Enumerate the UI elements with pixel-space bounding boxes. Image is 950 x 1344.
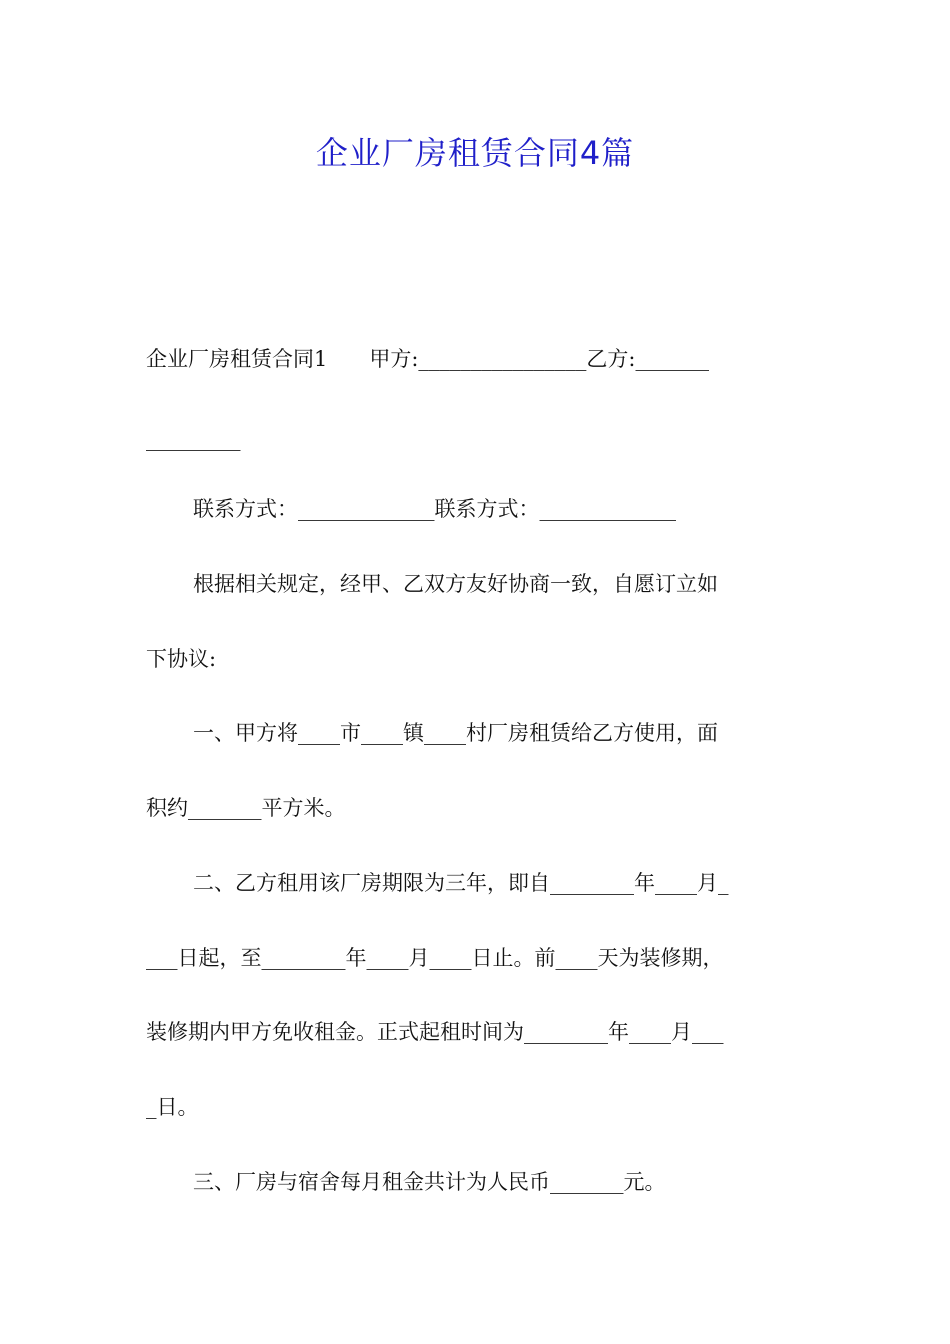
clause-1-line-1: 一、甲方将____市____镇____村厂房租赁给乙方使用，面 bbox=[193, 721, 718, 745]
preamble-line-2: 下协议: bbox=[146, 647, 217, 671]
preamble-line-1: 根据相关规定，经甲、乙双方友好协商一致，自愿订立如 bbox=[193, 572, 718, 596]
contract-header-line: 企业厂房租赁合同1 甲方:________________乙方:_______ bbox=[146, 347, 710, 371]
contract-header-line-continued: _________ bbox=[146, 427, 241, 451]
contact-line: 联系方式：_____________联系方式：_____________ bbox=[193, 497, 676, 521]
clause-2-line-1: 二、乙方租用该厂房期限为三年，即自________年____月_ bbox=[193, 871, 729, 895]
clause-1-line-2: 积约_______平方米。 bbox=[146, 796, 346, 820]
clause-2-line-3: 装修期内甲方免收租金。正式起租时间为________年____月___ bbox=[146, 1020, 724, 1044]
clause-2-line-2: ___日起，至________年____月____日止。前____天为装修期， bbox=[146, 946, 724, 970]
clause-2-line-4: _日。 bbox=[146, 1095, 199, 1119]
clause-3-line-1: 三、厂房与宿舍每月租金共计为人民币_______元。 bbox=[193, 1170, 666, 1194]
document-title: 企业厂房租赁合同4篇 bbox=[315, 134, 635, 172]
